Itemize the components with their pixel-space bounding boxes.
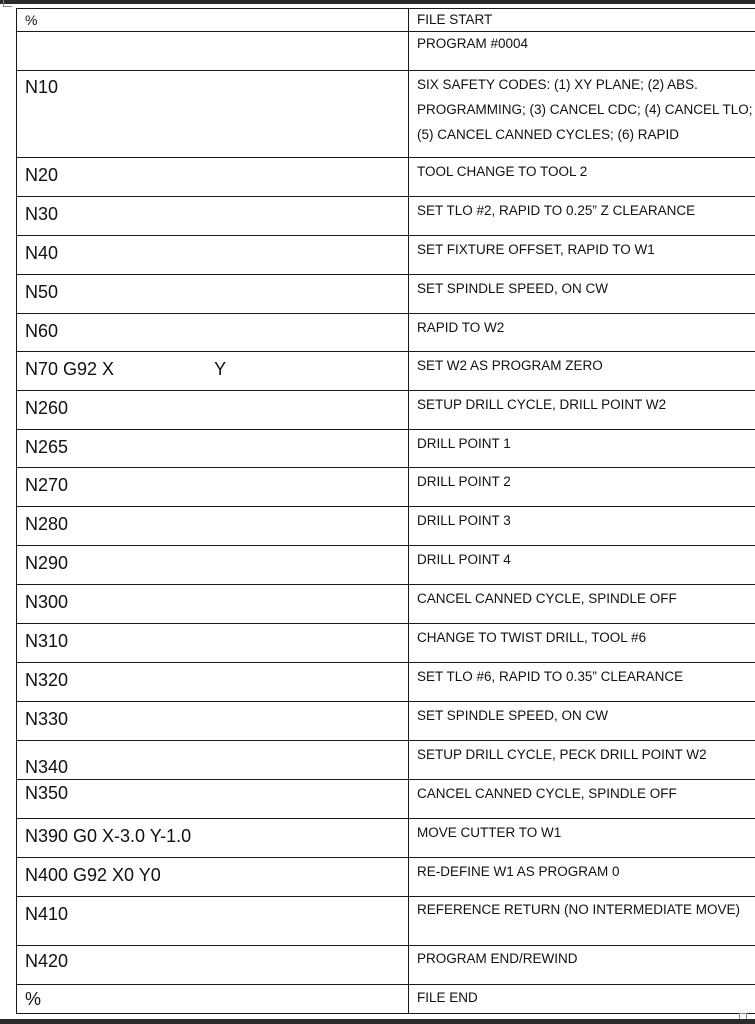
desc-cell: FILE START — [409, 9, 755, 32]
code-cell: N310 — [17, 624, 409, 663]
table-row — [17, 780, 755, 819]
desc-cell: SET TLO #2, RAPID TO 0.25” Z CLEARANCE — [409, 197, 755, 236]
desc-cell: DRILL POINT 2 — [409, 468, 755, 507]
code-cell: % — [17, 985, 409, 1014]
code-cell: N400 G92 X0 Y0 — [17, 858, 409, 897]
desc-cell: DRILL POINT 1 — [409, 430, 755, 468]
table-row — [17, 663, 755, 702]
table-row — [17, 741, 755, 780]
table-row — [17, 275, 755, 314]
desc-cell: SETUP DRILL CYCLE, DRILL POINT W2 — [409, 391, 755, 430]
table-row — [17, 236, 755, 275]
table-row — [17, 624, 755, 663]
top-border-bar — [0, 0, 755, 4]
desc-cell: DRILL POINT 3 — [409, 507, 755, 546]
table-row — [17, 507, 755, 546]
code-cell: N70 G92 X Y — [17, 352, 409, 391]
table-row — [17, 71, 755, 158]
code-cell: N410 — [17, 897, 409, 946]
desc-cell: SET SPINDLE SPEED, ON CW — [409, 702, 755, 741]
code-cell: % — [17, 9, 409, 32]
desc-cell: CHANGE TO TWIST DRILL, TOOL #6 — [409, 624, 755, 663]
table-row — [17, 430, 755, 468]
code-cell — [17, 32, 409, 71]
code-cell: N270 — [17, 468, 409, 507]
desc-cell: SET TLO #6, RAPID TO 0.35” CLEARANCE — [409, 663, 755, 702]
desc-cell: MOVE CUTTER TO W1 — [409, 819, 755, 858]
code-cell: N40 — [17, 236, 409, 275]
table-row — [17, 9, 755, 32]
table-row — [17, 468, 755, 507]
desc-cell: RAPID TO W2 — [409, 314, 755, 352]
corner-crop-mark — [3, 0, 12, 7]
code-cell: N280 — [17, 507, 409, 546]
code-cell: N300 — [17, 585, 409, 624]
desc-cell: REFERENCE RETURN (NO INTERMEDIATE MOVE) — [409, 897, 755, 946]
desc-cell: PROGRAM #0004 — [409, 32, 755, 71]
code-cell: N260 — [17, 391, 409, 430]
table-row — [17, 352, 755, 391]
table-row — [17, 546, 755, 585]
desc-cell: FILE END — [409, 985, 755, 1014]
code-cell: N30 — [17, 197, 409, 236]
code-cell: N290 — [17, 546, 409, 585]
desc-cell: SET SPINDLE SPEED, ON CW — [409, 275, 755, 314]
table-row — [17, 32, 755, 71]
code-cell: N390 G0 X-3.0 Y-1.0 — [17, 819, 409, 858]
code-cell: N350 — [17, 780, 409, 819]
desc-cell: SIX SAFETY CODES: (1) XY PLANE; (2) ABS. PROGRAMMING; (3) CANCEL CDC; (4) CANCEL TLO; (5) CANCEL CANNED CYCLES; (6) RAPID — [409, 71, 755, 158]
table-row — [17, 585, 755, 624]
y-coordinate-label: Y — [214, 359, 227, 379]
desc-cell: SET FIXTURE OFFSET, RAPID TO W1 — [409, 236, 755, 275]
desc-cell: PROGRAM END/REWIND — [409, 946, 755, 985]
desc-cell: TOOL CHANGE TO TOOL 2 — [409, 158, 755, 197]
table-row — [17, 819, 755, 858]
desc-cell: CANCEL CANNED CYCLE, SPINDLE OFF — [409, 585, 755, 624]
code-cell: N10 — [17, 71, 409, 158]
table-row — [17, 314, 755, 352]
code-cell: N50 — [17, 275, 409, 314]
table-row — [17, 946, 755, 985]
table-row — [17, 897, 755, 946]
desc-cell: SETUP DRILL CYCLE, PECK DRILL POINT W2 — [409, 741, 755, 780]
bottom-border-bar — [0, 1019, 755, 1024]
program-table — [16, 8, 755, 1014]
desc-cell: DRILL POINT 4 — [409, 546, 755, 585]
code-cell: N340 — [17, 741, 409, 780]
code-cell: N420 — [17, 946, 409, 985]
code-cell: N20 — [17, 158, 409, 197]
table-row — [17, 391, 755, 430]
desc-cell: RE-DEFINE W1 AS PROGRAM 0 — [409, 858, 755, 897]
table-row — [17, 197, 755, 236]
code-cell: N265 — [17, 430, 409, 468]
code-cell: N320 — [17, 663, 409, 702]
table-row — [17, 158, 755, 197]
table-row — [17, 985, 755, 1014]
desc-cell: SET W2 AS PROGRAM ZERO — [409, 352, 755, 391]
code-cell: N60 — [17, 314, 409, 352]
table-row — [17, 702, 755, 741]
desc-cell: CANCEL CANNED CYCLE, SPINDLE OFF — [409, 780, 755, 819]
code-cell: N330 — [17, 702, 409, 741]
table-row — [17, 858, 755, 897]
